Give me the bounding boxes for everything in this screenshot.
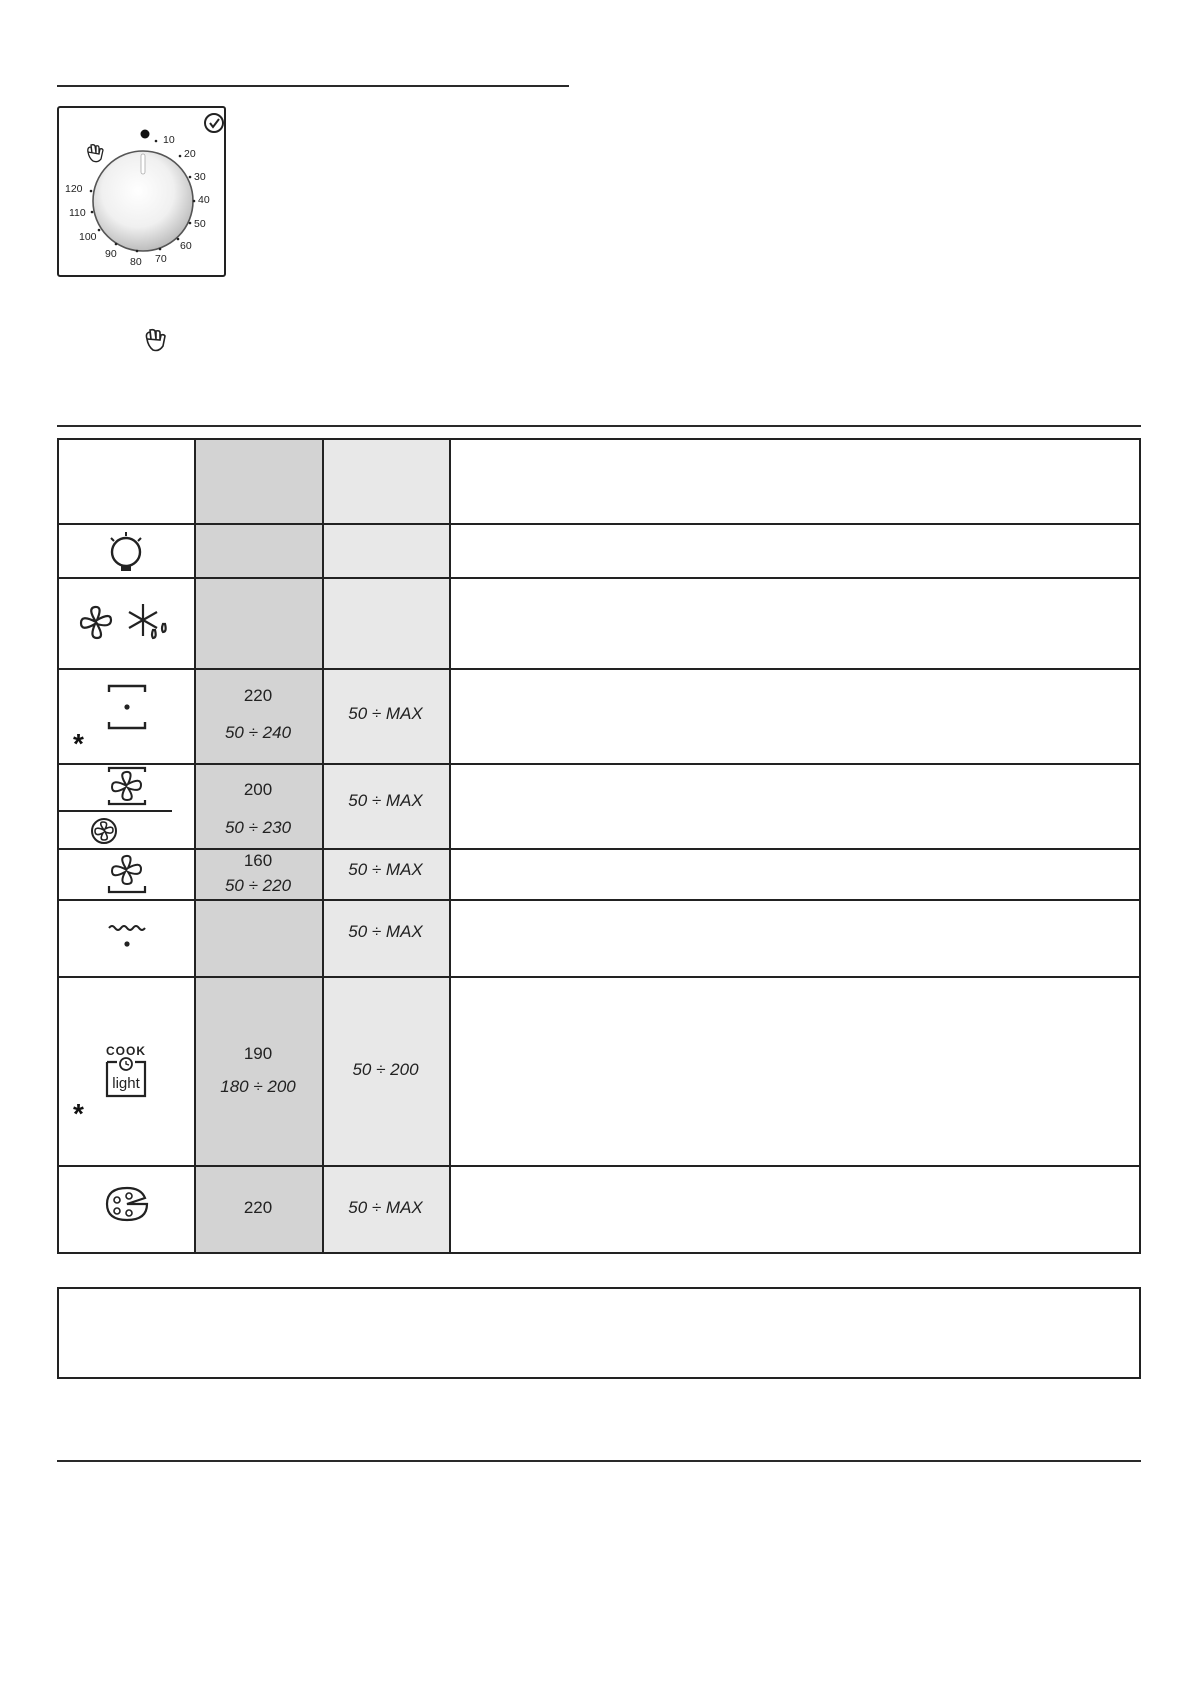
top-rule	[57, 85, 569, 87]
default-temp-row-5: 160	[243, 851, 273, 870]
temp-range-row-5: 50 ÷ 220	[224, 876, 292, 895]
off-dot	[141, 130, 150, 139]
clock-icon	[205, 114, 223, 132]
thermostat-row-7: 50 ÷ 200	[352, 1060, 419, 1079]
svg-text:70: 70	[155, 253, 167, 265]
fan-defrost-icon	[77, 600, 177, 646]
fan-assisted-icon	[105, 766, 149, 808]
default-temp-row-8: 220	[243, 1198, 273, 1217]
fan-icon	[81, 607, 111, 638]
temp-range-row-3: 50 ÷ 240	[224, 723, 292, 742]
temp-range-row-7: 180 ÷ 200	[220, 1077, 296, 1096]
svg-text:90: 90	[105, 248, 117, 260]
hand-icon	[88, 145, 103, 162]
thermostat-row-5: 50 ÷ MAX	[348, 860, 423, 879]
asterisk-row-3: *	[73, 728, 84, 759]
bottom-rule	[57, 1460, 1141, 1462]
note-box	[57, 1287, 1141, 1379]
static-oven-icon	[105, 682, 149, 732]
svg-text:30: 30	[194, 171, 206, 183]
cook-label: COOK	[106, 1044, 146, 1058]
snowflake-drops-icon	[129, 604, 166, 638]
grill-icon	[107, 922, 147, 952]
thermostat-row-8: 50 ÷ MAX	[348, 1198, 423, 1217]
svg-text:110: 110	[69, 207, 86, 219]
hand-icon	[143, 328, 169, 354]
cook-light-icon	[101, 1044, 151, 1106]
svg-text:120: 120	[65, 183, 83, 195]
section-rule	[57, 425, 1141, 427]
svg-text:50: 50	[194, 218, 206, 230]
svg-text:60: 60	[180, 240, 192, 252]
fan-ring-icon	[89, 816, 119, 846]
oven-functions-table	[57, 438, 1141, 1254]
thermostat-row-4: 50 ÷ MAX	[348, 791, 423, 810]
default-temp-row-4: 200	[243, 780, 273, 799]
light-label: light	[112, 1075, 140, 1092]
svg-text:100: 100	[79, 231, 97, 243]
asterisk-row-7: *	[73, 1098, 84, 1129]
fan-oven-icon	[105, 852, 149, 896]
pizza-icon	[103, 1184, 151, 1224]
thermostat-row-3: 50 ÷ MAX	[348, 704, 423, 723]
svg-text:20: 20	[184, 148, 196, 160]
thermostat-row-6: 50 ÷ MAX	[348, 922, 423, 941]
svg-text:40: 40	[198, 194, 210, 206]
oven-lamp-icon	[105, 530, 147, 574]
svg-text:80: 80	[130, 256, 142, 268]
default-temp-row-7: 190	[243, 1044, 273, 1063]
temp-range-row-4: 50 ÷ 230	[224, 818, 292, 837]
default-temp-row-3: 220	[243, 686, 273, 705]
timer-dial-graphic	[59, 108, 228, 279]
knob-indicator	[141, 154, 145, 174]
svg-text:10: 10	[163, 134, 175, 146]
timer-dial[interactable]	[57, 106, 226, 277]
